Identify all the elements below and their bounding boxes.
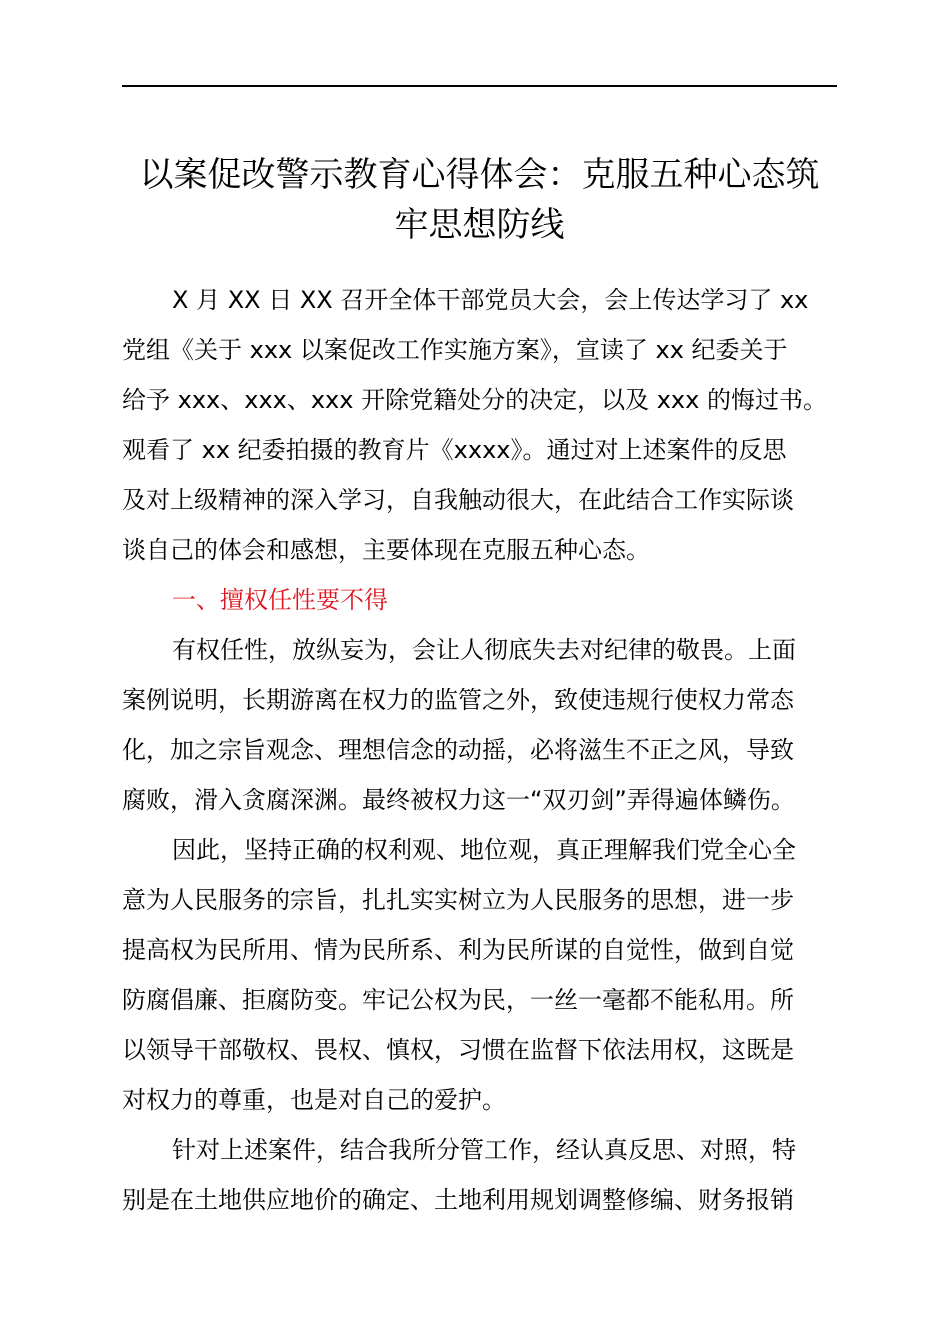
paragraph-line: 因此，坚持正确的权利观、地位观，真正理解我们党全心全 (172, 836, 796, 864)
paragraph-line: 腐败，滑入贪腐深渊。最终被权力这一“双刃剑”弄得遍体鳞伤。 (122, 786, 795, 814)
paragraph-line: 提高权为民所用、情为民所系、利为民所谋的自觉性，做到自觉 (122, 936, 794, 964)
paragraph-line: 党组《关于 xxx 以案促改工作实施方案》，宣读了 xx 纪委关于 (122, 336, 788, 364)
paragraph-line: 观看了 xx 纪委拍摄的教育片《xxxx》。通过对上述案件的反思 (122, 436, 787, 464)
document-title (122, 150, 837, 250)
paragraph-line: 化，加之宗旨观念、理想信念的动摇，必将滋生不正之风，导致 (122, 736, 794, 764)
paragraph-line: 有权任性，放纵妄为，会让人彻底失去对纪律的敬畏。上面 (172, 636, 796, 664)
paragraph-line: 及对上级精神的深入学习，自我触动很大，在此结合工作实际谈 (122, 486, 794, 514)
paragraph-line: 对权力的尊重，也是对自己的爱护。 (122, 1086, 506, 1114)
paragraph-line: 案例说明，长期游离在权力的监管之外，致使违规行使权力常态 (122, 686, 794, 714)
paragraph-line: X 月 XX 日 XX 召开全体干部党员大会，会上传达学习了 xx (172, 286, 809, 314)
title-line-2: 牢思想防线 (394, 205, 565, 245)
title-line-1: 以案促改警示教育心得体会：克服五种心态筑 (139, 155, 820, 195)
section-heading: 一、擅权任性要不得 (172, 586, 388, 614)
paragraph-line: 给予 xxx、xxx、xxx 开除党籍处分的决定，以及 xxx 的悔过书。 (122, 386, 827, 414)
paragraph-line: 以领导干部敬权、畏权、慎权，习惯在监督下依法用权，这既是 (122, 1036, 794, 1064)
paragraph-line: 意为人民服务的宗旨，扎扎实实树立为人民服务的思想，进一步 (122, 886, 794, 914)
paragraph-line: 谈自己的体会和感想，主要体现在克服五种心态。 (122, 536, 650, 564)
document-body (122, 275, 837, 1225)
paragraph-line: 针对上述案件，结合我所分管工作，经认真反思、对照，特 (172, 1136, 796, 1164)
paragraph-line: 防腐倡廉、拒腐防变。牢记公权为民，一丝一毫都不能私用。所 (122, 986, 794, 1014)
header-rule (122, 85, 837, 87)
paragraph-line: 别是在土地供应地价的确定、土地利用规划调整修编、财务报销 (122, 1186, 794, 1214)
